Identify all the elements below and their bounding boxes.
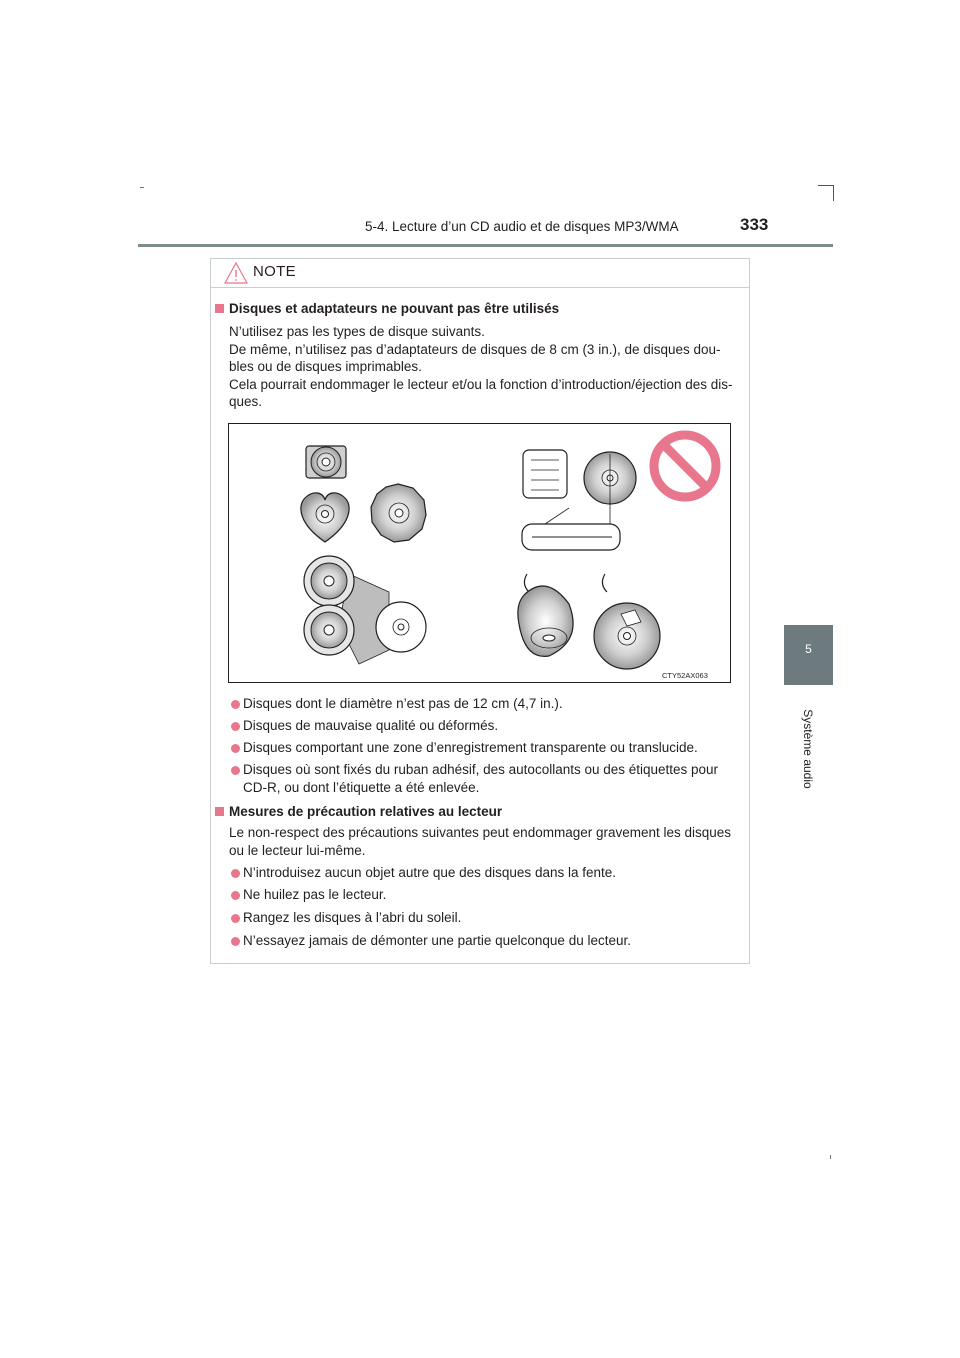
bullet-text: Disques de mauvaise qualité ou déformés. (243, 718, 499, 733)
bullet-dot (231, 869, 240, 878)
section-marker (215, 304, 224, 313)
bullet-dot (231, 700, 240, 709)
warped-disc-icon (518, 574, 660, 669)
note-label: NOTE (253, 263, 296, 280)
disc-adapter-icon (304, 556, 426, 664)
prohibited-icon (654, 435, 716, 497)
irregular-shaped-disc-icon (371, 484, 426, 542)
section-header-title: 5-4. Lecture d’un CD audio et de disques MP3/WMA (365, 219, 679, 234)
bullet-text: Rangez les disques à l’abri du soleil. (243, 910, 462, 925)
bullet-dot (231, 914, 240, 923)
crop-mark (830, 1155, 831, 1159)
chapter-tab (784, 625, 833, 685)
bullet-text: Disques où sont fixés du ruban adhésif, des autocollants ou des étiquettes pour (243, 762, 719, 777)
illustration-unusable-discs (228, 423, 731, 683)
small-square-disc-icon (306, 446, 346, 478)
chapter-number: 5 (805, 642, 812, 656)
heart-shaped-disc-icon (301, 493, 349, 542)
bullet-text: Disques comportant une zone d’enregistrement transparente ou translucide. (243, 740, 698, 755)
body-line: De même, n’utilisez pas d’adaptateurs de disques de 8 cm (3 in.), de disques dou- (229, 342, 721, 357)
crop-mark (818, 185, 834, 186)
bullet-text: Disques dont le diamètre n’est pas de 12 cm (4,7 in.). (243, 696, 563, 711)
label-disc-side-view-icon (522, 450, 636, 550)
bullet-dot (231, 891, 240, 900)
body-line: Le non-respect des précautions suivantes peut endommager gravement les disques (229, 825, 732, 840)
header-rule (138, 244, 833, 247)
body-line: bles ou de disques imprimables. (229, 359, 422, 374)
section-title: Disques et adaptateurs ne pouvant pas être utilisés (229, 301, 560, 316)
bullet-text: Ne huilez pas le lecteur. (243, 887, 387, 902)
crop-mark (140, 187, 144, 188)
crop-mark (833, 185, 834, 201)
section-title: Mesures de précaution relatives au lecteur (229, 804, 503, 819)
bullet-dot (231, 766, 240, 775)
figure-code: CTY52AX063 (662, 671, 708, 680)
page-number: 333 (740, 215, 769, 234)
section-marker (215, 807, 224, 816)
disc-illustration (229, 424, 730, 682)
bullet-dot (231, 744, 240, 753)
body-line: ques. (229, 394, 263, 409)
chapter-label (798, 692, 814, 812)
body-line: N’utilisez pas les types de disque suivants. (229, 324, 485, 339)
bullet-text: CD-R, ou dont l’étiquette a été enlevée. (243, 780, 480, 795)
body-line: Cela pourrait endommager le lecteur et/ou la fonction d’introduction/éjection des dis- (229, 377, 733, 392)
bullet-dot (231, 937, 240, 946)
bullet-dot (231, 722, 240, 731)
chapter-label-text: Système audio (801, 709, 815, 789)
bullet-text: N’introduisez aucun objet autre que des disques dans la fente. (243, 865, 616, 880)
body-line: ou le lecteur lui-même. (229, 843, 366, 858)
warning-icon (224, 262, 248, 284)
bullet-text: N’essayez jamais de démonter une partie quelconque du lecteur. (243, 933, 631, 948)
